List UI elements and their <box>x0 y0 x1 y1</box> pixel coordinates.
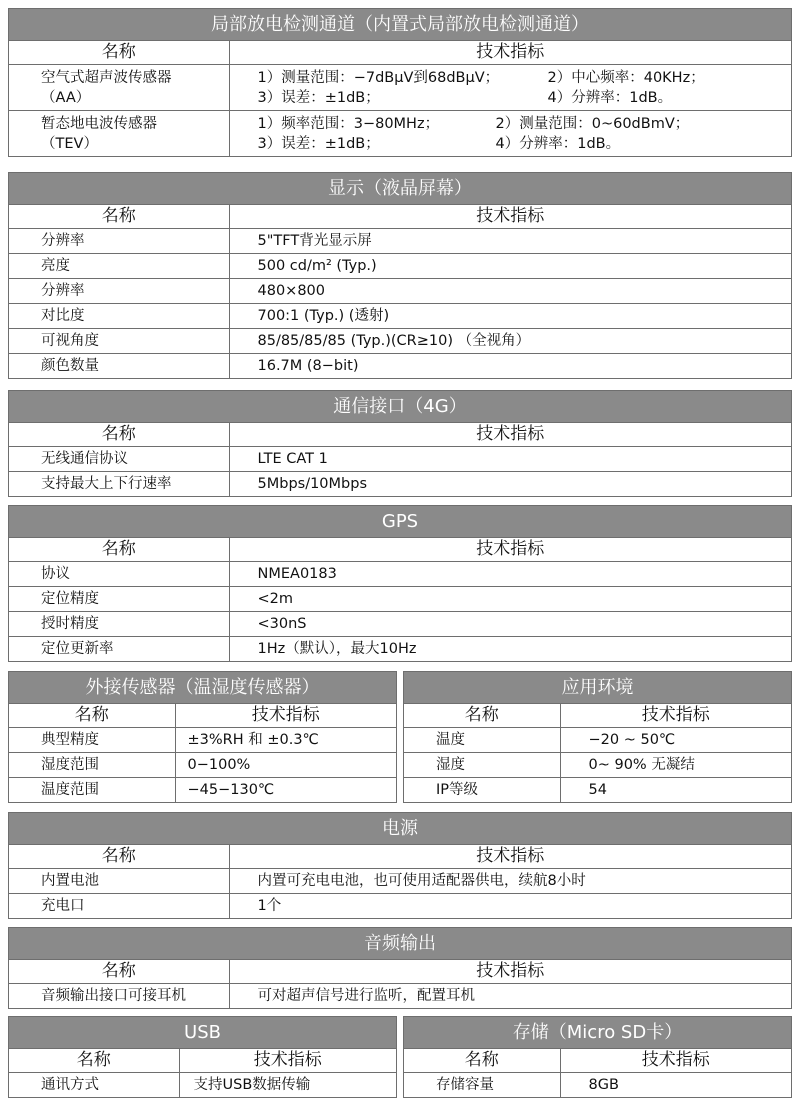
spec-value-part: 3）误差：±1dB； <box>257 135 380 152</box>
spec-value: 支持USB数据传输 <box>179 1073 396 1098</box>
spec-value: NMEA0183 <box>229 562 791 587</box>
header-spec: 技术指标 <box>560 704 791 728</box>
spec-value: 0~ 90% 无凝结 <box>560 753 791 778</box>
spec-value: −45−130℃ <box>175 778 396 803</box>
spec-value: 内置可充电电池，也可使用适配器供电，续航8小时 <box>229 869 791 894</box>
spec-name: 典型精度 <box>9 728 175 753</box>
section-power <box>8 812 792 919</box>
spec-name: IP等级 <box>404 778 560 803</box>
header-spec: 技术指标 <box>229 205 791 229</box>
spec-value: 85/85/85/85 (Typ.)(CR≥10) （全视角） <box>229 329 791 354</box>
spec-value <box>229 111 791 157</box>
table-row <box>9 447 791 472</box>
section-audio <box>8 927 792 1009</box>
section-storage <box>403 1016 792 1098</box>
table-header-row <box>9 423 791 447</box>
section-external-sensor <box>8 671 397 803</box>
spec-table <box>9 845 791 918</box>
header-name: 名称 <box>101 42 136 62</box>
spec-name-line: （TEV） <box>41 135 98 152</box>
spec-name-line: 空气式超声波传感器 <box>41 69 172 86</box>
section-title: 外接传感器（温湿度传感器） <box>9 672 396 704</box>
section-title: USB <box>9 1017 396 1049</box>
spec-value-part: 1）频率范围：3−80MHz； <box>257 115 440 132</box>
section-environment <box>403 671 792 803</box>
spec-value: 5"TFT背光显示屏 <box>229 229 791 254</box>
spec-name: 分辨率 <box>9 279 229 304</box>
spec-value: 16.7M (8−bit) <box>229 354 791 379</box>
section-title: 应用环境 <box>404 672 791 704</box>
spec-value-part: 3）误差：±1dB； <box>257 89 380 106</box>
table-row <box>9 778 396 803</box>
spec-table <box>404 1049 791 1097</box>
spec-name: 定位更新率 <box>9 637 229 662</box>
table-row <box>9 753 396 778</box>
table-row <box>9 254 791 279</box>
spec-name: 温度范围 <box>9 778 175 803</box>
spec-name: 湿度 <box>404 753 560 778</box>
spec-name: 充电口 <box>9 894 229 919</box>
spec-name: 湿度范围 <box>9 753 175 778</box>
spec-name: 定位精度 <box>9 587 229 612</box>
header-spec: 技术指标 <box>229 960 791 984</box>
table-header-row <box>9 960 791 984</box>
section-display <box>8 172 792 379</box>
table-row <box>9 65 791 111</box>
spec-table <box>9 960 791 1008</box>
table-header-row <box>404 704 791 728</box>
spec-value: 480×800 <box>229 279 791 304</box>
spec-table <box>9 423 791 496</box>
header-spec: 技术指标 <box>229 538 791 562</box>
spec-value: <2m <box>229 587 791 612</box>
spec-name: 对比度 <box>9 304 229 329</box>
spec-value <box>229 65 791 111</box>
table-header-row <box>9 538 791 562</box>
table-row <box>9 984 791 1009</box>
spec-value: 8GB <box>560 1073 791 1098</box>
table-row <box>9 111 791 157</box>
table-header-row <box>9 1049 396 1073</box>
spec-value: 5Mbps/10Mbps <box>229 472 791 497</box>
header-name: 名称 <box>101 846 136 866</box>
table-row <box>9 869 791 894</box>
table-row <box>404 728 791 753</box>
section-title: 显示（液晶屏幕） <box>9 173 791 205</box>
spec-value: 1个 <box>229 894 791 919</box>
spec-name: 内置电池 <box>9 869 229 894</box>
section-title: 音频输出 <box>9 928 791 960</box>
header-spec: 技术指标 <box>175 704 396 728</box>
table-row <box>9 637 791 662</box>
spec-name: 无线通信协议 <box>9 447 229 472</box>
spec-name: 亮度 <box>9 254 229 279</box>
table-row <box>9 1073 396 1098</box>
table-header-row <box>404 1049 791 1073</box>
spec-table <box>404 704 791 802</box>
spec-value-part: 4）分辨率：1dB。 <box>495 135 621 152</box>
table-header-row <box>9 205 791 229</box>
spec-name-line: 暂态地电波传感器 <box>41 115 157 132</box>
spec-value: 1Hz（默认），最大10Hz <box>229 637 791 662</box>
header-name: 名称 <box>76 1050 111 1070</box>
spec-value-part: 2）中心频率：40KHz； <box>547 69 705 86</box>
spec-value: 54 <box>560 778 791 803</box>
table-header-row <box>9 704 396 728</box>
header-name: 名称 <box>74 705 109 725</box>
header-name: 名称 <box>101 961 136 981</box>
section-title: 电源 <box>9 813 791 845</box>
table-row <box>404 1073 791 1098</box>
table-row <box>9 728 396 753</box>
table-row <box>404 778 791 803</box>
section-gps <box>8 505 792 662</box>
section-title: GPS <box>9 506 791 538</box>
spec-table <box>9 538 791 661</box>
header-name: 名称 <box>464 1050 499 1070</box>
spec-value: <30nS <box>229 612 791 637</box>
spec-table <box>9 1049 396 1097</box>
spec-name: 分辨率 <box>9 229 229 254</box>
spec-name: 温度 <box>404 728 560 753</box>
section-partial-discharge <box>8 8 792 157</box>
spec-value-part: 1）测量范围：−7dBμV到68dBμV； <box>257 69 500 86</box>
table-row <box>9 354 791 379</box>
table-row <box>9 562 791 587</box>
header-spec: 技术指标 <box>560 1049 791 1073</box>
table-row <box>9 304 791 329</box>
spec-name: 通讯方式 <box>9 1073 179 1098</box>
header-spec: 技术指标 <box>179 1049 396 1073</box>
table-row <box>404 753 791 778</box>
spec-name: 可视角度 <box>9 329 229 354</box>
header-name: 名称 <box>101 424 136 444</box>
spec-name <box>9 111 229 157</box>
spec-value-part: 4）分辨率：1dB。 <box>547 89 673 106</box>
table-row <box>9 229 791 254</box>
table-row <box>9 587 791 612</box>
spec-name: 存储容量 <box>404 1073 560 1098</box>
table-header-row <box>9 41 791 65</box>
table-row <box>9 894 791 919</box>
spec-value: 700:1 (Typ.) (透射) <box>229 304 791 329</box>
spec-table <box>9 41 791 156</box>
section-title: 通信接口（4G） <box>9 391 791 423</box>
section-title: 存储（Micro SD卡） <box>404 1017 791 1049</box>
spec-value: 0−100% <box>175 753 396 778</box>
section-communication <box>8 390 792 497</box>
table-row <box>9 279 791 304</box>
table-row <box>9 329 791 354</box>
spec-value-part: 2）测量范围：0~60dBmV； <box>495 115 690 132</box>
spec-name-line: （AA） <box>41 89 91 106</box>
header-spec: 技术指标 <box>229 41 791 65</box>
header-spec: 技术指标 <box>229 845 791 869</box>
section-title: 局部放电检测通道（内置式局部放电检测通道） <box>9 9 791 41</box>
header-spec: 技术指标 <box>229 423 791 447</box>
header-name: 名称 <box>101 206 136 226</box>
header-name: 名称 <box>101 539 136 559</box>
spec-name: 协议 <box>9 562 229 587</box>
spec-name: 颜色数量 <box>9 354 229 379</box>
spec-name: 授时精度 <box>9 612 229 637</box>
spec-name: 音频输出接口可接耳机 <box>9 984 229 1009</box>
table-header-row <box>9 845 791 869</box>
spec-table <box>9 704 396 802</box>
section-usb <box>8 1016 397 1098</box>
table-row <box>9 472 791 497</box>
spec-value: 500 cd/m² (Typ.) <box>229 254 791 279</box>
spec-value: 可对超声信号进行监听，配置耳机 <box>229 984 791 1009</box>
spec-name: 支持最大上下行速率 <box>9 472 229 497</box>
spec-value: LTE CAT 1 <box>229 447 791 472</box>
header-name: 名称 <box>464 705 499 725</box>
spec-table <box>9 205 791 378</box>
spec-value: ±3%RH 和 ±0.3℃ <box>175 728 396 753</box>
table-row <box>9 612 791 637</box>
spec-value: −20 ~ 50℃ <box>560 728 791 753</box>
spec-name <box>9 65 229 111</box>
